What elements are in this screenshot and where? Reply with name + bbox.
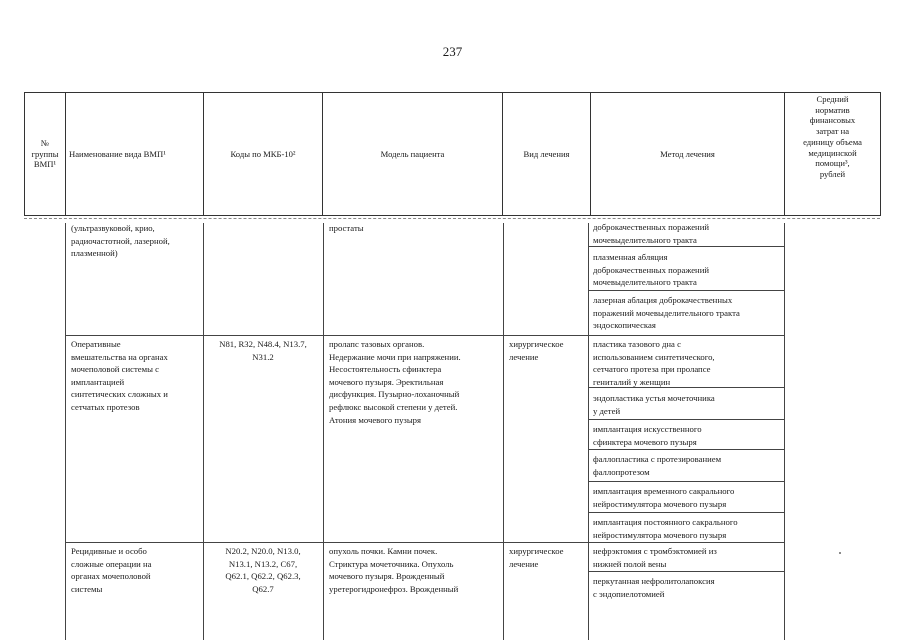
method-cell: пластика тазового дна с использованием синтетического, сетчатого протеза при пролапсе гениталий у женщин xyxy=(593,339,715,387)
row-divider xyxy=(65,542,784,543)
method-cell: эндопластика устья мочеточника у детей xyxy=(593,393,715,416)
method-divider xyxy=(588,290,784,291)
method-cell: нефрэктомия с тромбэктомией из нижней полой вены xyxy=(593,546,717,569)
method-cell: плазменная абляция доброкачественных поражений мочевыделительного тракта xyxy=(593,252,710,288)
column-line xyxy=(323,223,324,640)
header-treatment-type: Вид лечения xyxy=(503,93,591,216)
column-line xyxy=(503,223,504,640)
header-group-number: № группы ВМП¹ xyxy=(25,93,66,216)
treatment-type-cell: хирургическое лечение xyxy=(509,546,564,569)
vmp-name-cell: Оперативные вмешательства на органах мочеполовой системы с имплантацией синтетических сложных и сетчатых протезов xyxy=(71,339,168,412)
header-treatment-method: Метод лечения xyxy=(591,93,785,216)
continuation-separator xyxy=(24,218,880,219)
method-cell: доброкачественных поражений мочевыделительного тракта xyxy=(593,222,710,245)
method-divider xyxy=(588,419,784,420)
method-cell: перкутанная нефролитолапоксия с эндопиелотомией xyxy=(593,576,715,599)
method-cell: фаллопластика с протезированием фаллопротезом xyxy=(593,454,722,477)
column-line xyxy=(203,223,204,640)
vmp-name-cell: (ультразвуковой, крио, радиочастотной, лазерной, плазменной) xyxy=(71,223,170,259)
vmp-name-cell: Рецидивные и особо сложные операции на органах мочеполовой системы xyxy=(71,546,152,594)
icd-codes-cell: N20.2, N20.0, N13.0, N13.1, N13.2, C67, Q62.1, Q62.2, Q62.3, Q62.7 xyxy=(225,546,301,594)
method-divider xyxy=(588,512,784,513)
table-header xyxy=(24,92,881,216)
method-cell: лазерная аблация доброкачественных поражений мочевыделительного тракта эндоскопическая xyxy=(593,295,740,331)
method-divider xyxy=(588,449,784,450)
method-divider xyxy=(588,481,784,482)
scan-speck xyxy=(839,552,841,554)
method-cell: имплантация искусственного сфинктера мочевого пузыря xyxy=(593,424,702,447)
header-patient-model: Модель пациента xyxy=(323,93,503,216)
patient-model-cell: простаты xyxy=(329,223,364,233)
page-number: 237 xyxy=(442,44,463,59)
icd-codes-cell: N81, R32, N48.4, N13.7, N31.2 xyxy=(219,339,307,362)
patient-model-cell: опухоль почки. Камни почек. Стриктура мочеточника. Опухоль мочевого пузыря. Врожденный уретерогидронефроз. Врожденный xyxy=(329,546,459,594)
method-cell: имплантация временного сакрального нейростимулятора мочевого пузыря xyxy=(593,486,735,509)
method-divider xyxy=(588,571,784,572)
header-vmp-name: Наименование вида ВМП¹ xyxy=(66,93,204,216)
header-average-cost: Средний норматив финансовых затрат на единицу объема медицинской помощи³, рублей xyxy=(785,93,881,216)
patient-model-cell: пролапс тазовых органов. Недержание мочи при напряжении. Несостоятельность сфинктера мочевого пузыря. Эректильная дисфункция. Пузырно-лоханочный рефлюкс высокой степени у детей. Атония мочевого пузыря xyxy=(329,339,461,425)
treatment-type-cell: хирургическое лечение xyxy=(509,339,564,362)
header-icd-codes: Коды по МКБ-10² xyxy=(204,93,323,216)
column-line xyxy=(588,223,589,640)
method-cell: имплантация постоянного сакрального нейростимулятора мочевого пузыря xyxy=(593,517,738,540)
column-line xyxy=(784,223,785,640)
row-divider xyxy=(65,335,784,336)
column-line xyxy=(65,223,66,640)
